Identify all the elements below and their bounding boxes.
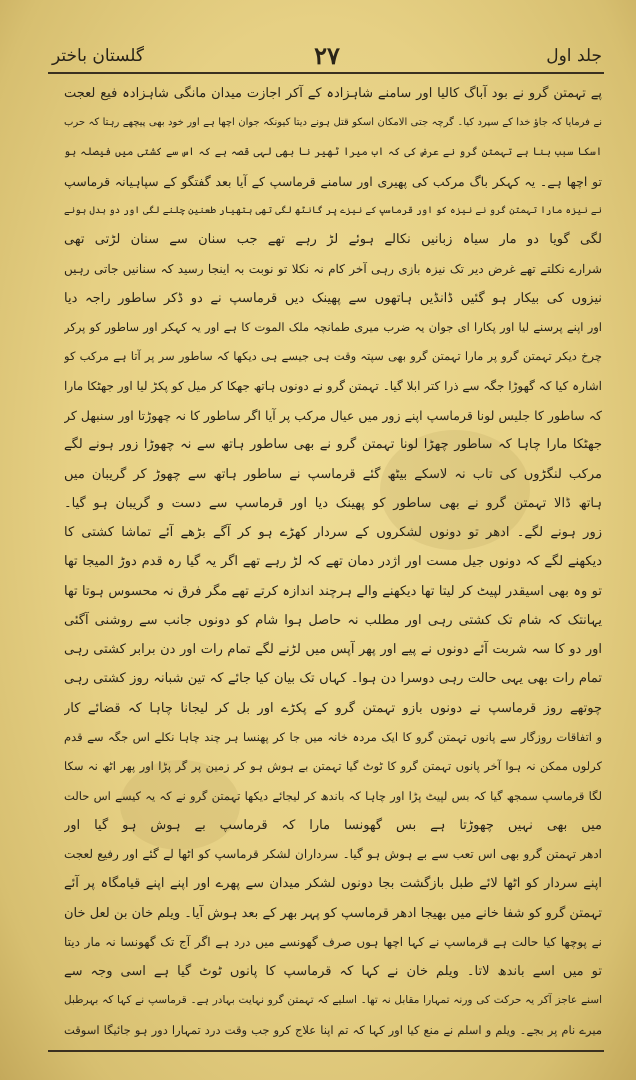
book-title: گلستان باختر bbox=[52, 46, 145, 66]
text-line: ہاتھ ڈالا تہمتن گرو نے بھی ساطور کو پھینک دیا اور قرماسپ سے دست و گریبان ہو گیا۔ bbox=[64, 495, 602, 511]
text-line: اپنے سردار کو اٹھا لائے طبل بازگشت بجا دونوں لشکر میدان سے پھرے اور اپنے اپنے قیامگاہ پر آئے bbox=[64, 876, 602, 892]
text-line: تو وہ بھی اسیقدر لپیٹ کر لیتا تھا دیکھنے والے ہرچند اندازہ کرتے تھے مگر فرق نہ محسوس ہوتا تھا bbox=[64, 583, 602, 599]
text-line: لگی گویا دو مار سیاہ زبانیں نکالے ہوئے لڑ رہے تھے جب سنان سے سنان لڑتی تھی bbox=[64, 232, 602, 248]
text-line: چوتھے روز قرماسپ نے دونوں بازو تہمتن گرو کے پکڑے اور بل کر لیجانا چاہا کہ قضائے کار bbox=[64, 700, 602, 716]
text-line: کہ ساطور کا جلیس لونا قرماسپ اپنے زور میں عیال مرکب پر آیا اگر ساطور کا نہ چھوڑتا اور سنبھل کر bbox=[64, 408, 602, 423]
text-line: تمام رات بھی یہی حالت رہی دوسرا دن ہوا۔ کہاں تک بیان کیا جائے کہ تین شبانہ روز کشتی رہی bbox=[64, 671, 602, 687]
text-line: پے تہمتن گرو نے بود آباگ کالیا اور سامنے شاہزادہ کے آکر اجازت میدان مانگی شاہزادہ فیع لعجت bbox=[64, 86, 602, 101]
text-line: ادھر تہمتن گرو بھی اس تعب سے بے ہوش ہو گیا۔ سرداران لشکر قرماسپ کو اٹھا لے گئے اور رفیع لعجت bbox=[64, 847, 602, 862]
text-line: نیزوں کی بیکار ہو گئیں ڈانڈیں ہاتھوں سے پھینک دیں قرماسپ نے دو ڈکر ساطور راجہ دیا bbox=[64, 290, 602, 306]
text-line: اور دو کا سہ شربت آئے دونوں نے پیے اور پھر آپس میں لڑنے لگے تمام رات اور دن برابر کشتی رہی bbox=[64, 642, 602, 658]
text-line: نے فرمایا کہ جاؤ خدا کے سپرد کیا۔ گرچہ جتی الامکان اسکو قتل ہونے دیتا کیونکہ جوان اچھا ہے اور خود بھی پیچھے رہتا کہ حرب bbox=[64, 117, 602, 129]
text-line: و اتفاقات روزگار سے پانوں تہمتن گرو کا ایک مردہ خانہ میں جا کر پھنسا ہر چند چاہا نکلے اس جگہ سے قدم bbox=[64, 730, 602, 744]
page-header bbox=[52, 42, 602, 76]
text-line: جھٹکا مارا چاہا کہ ساطور چھڑا لونا تہمتن گرو نے بھی ساطور ہاتھ سے نہ چھوڑا زور ہونے لگے bbox=[64, 437, 602, 453]
text-line: میں بھی نہیں چھوڑتا ہے بس گھونسا مارا کہ قرماسپ بے ہوش ہو گیا اور bbox=[64, 817, 602, 833]
text-line: لگا قرماسپ سمجھ گیا کہ بس لپیٹ پڑا اور چاہا کہ باندھ کر لیجائے دیکھا تہمتن گرو نے کہ یہ کیسے اس حالت bbox=[64, 788, 602, 803]
text-line: نے پوچھا کیا حالت ہے قرماسپ نے کہا اچھا ہوں صرف گھونسے میں درد ہے اگر آج تک گھونسا نہ مار دیتا bbox=[64, 934, 602, 949]
text-line: مرکب لنگڑوں کی تاب نہ لاسکے بیٹھ گئے قرماسپ نے ساطور ہاتھ سے چھوڑ کر گریبان میں bbox=[64, 466, 602, 482]
text-line: اور اپنے پرسنے لیا اور پکارا ای جوان یہ ضرب میری طمانچہ ملک الموت کا ہے اور یہ کہکر اور ساطور کو پرکر bbox=[64, 320, 602, 335]
text-line: یہانتک کہ شام تک کشتی رہی اور مطلب نہ حاصل ہوا شام کو دونوں جانب سے روشنی آگئی bbox=[64, 612, 602, 628]
volume-label: جلد اول bbox=[546, 46, 602, 66]
text-line: دیکھنے لگے کہ دونوں جیل مست اور اژدر دمان تھے کہ لڑ رہے تھے اگر یہ گیا رہ قدم دوڑ المیجا تھا bbox=[64, 554, 602, 570]
text-line: اسنے عاجز آکر یہ حرکت کی ورنہ تمہارا مقابل نہ تھا۔ اسلیے کہ تہمتن گرو نہایت بہادر ہے۔ قرماسپ نے کہا کہ بہرطبل bbox=[64, 994, 602, 1007]
text-body bbox=[64, 80, 602, 1046]
text-line: نے نیزہ مارا تہمتن گرو نے نیزہ کو اور قرماسپ کے نیزے پر گانٹھ لگی تھی ہتھیار طعنین چلنے لگی اور دو بدل ہونے bbox=[64, 205, 602, 217]
page-number: ۲۷ bbox=[314, 41, 340, 70]
text-line: زور ہونے لگے۔ ادھر تو دونوں لشکروں کے سردار کھڑے ہو کر آگے بڑھے آئے تماشا کشتی کا bbox=[64, 525, 602, 541]
header-rule bbox=[48, 72, 604, 74]
text-line: کرلوں ممکن نہ ہوا آخر پانوں تہمتن گرو کا ٹوٹ گیا تہمتن بے ہوش ہو کر زمین پر گر پڑا اور پھر اٹھ نہ سکا bbox=[64, 759, 602, 774]
text-line: اشارہ کیا کہ گھوڑا جگہ سے ذرا کتر ابلا گیا۔ تہمتن گرو نے دونوں ہاتھ جھکا کر میل کو پکڑ لیا اور جھٹکا مارا bbox=[64, 378, 602, 393]
text-line: تہمتن گرو کو شفا خانے میں بھیجا ادھر قرماسپ کو پہر بھر کے بعد ہوش آیا۔ ویلم خان بن لعل خان bbox=[64, 905, 602, 921]
text-line: میرے نام پر بجے۔ ویلم و اسلم نے منع کیا اور کہا کہ تم اپنا علاج کرو جب وقت درد تمہارا دور ہو جائیگا اسوقت bbox=[64, 1022, 602, 1037]
text-line: تو میں اسے باندھ لاتا۔ ویلم خان نے کہا کہ قرماسپ کا پانوں ٹوٹ گیا ہے اسی وجہ سے bbox=[64, 964, 602, 980]
text-line: شرارے نکلتے تھے غرض دیر تک نیزہ بازی رہی آخر کام نہ نکلا تو نوبت بہ اینجا رسید کہ سنانیں جاتی رہیں bbox=[64, 261, 602, 276]
text-line: اسکا سبب بنا ہے تہمتن گرو نے عرض کی کہ اب میرا ٹھیر نا بھی لہی قصہ ہے کہ اس سے کشتی میں فیصلہ ہو bbox=[64, 145, 602, 158]
text-line: چرخ دیکر تہمتن گرو پر مارا تہمتن گرو بھی سپتہ وقت ہی جیسے ہی دیکھا کہ ساطور سر پر آتا ہے مرکب کو bbox=[64, 349, 602, 364]
footer-rule bbox=[48, 1050, 604, 1052]
text-line: تو اچھا ہے۔ یہ کہکر باگ مرکب کی پھیری اور سامنے قرماسپ کے آیا بعد گفتگو کے سپاہیانہ قرماسپ bbox=[64, 173, 602, 189]
